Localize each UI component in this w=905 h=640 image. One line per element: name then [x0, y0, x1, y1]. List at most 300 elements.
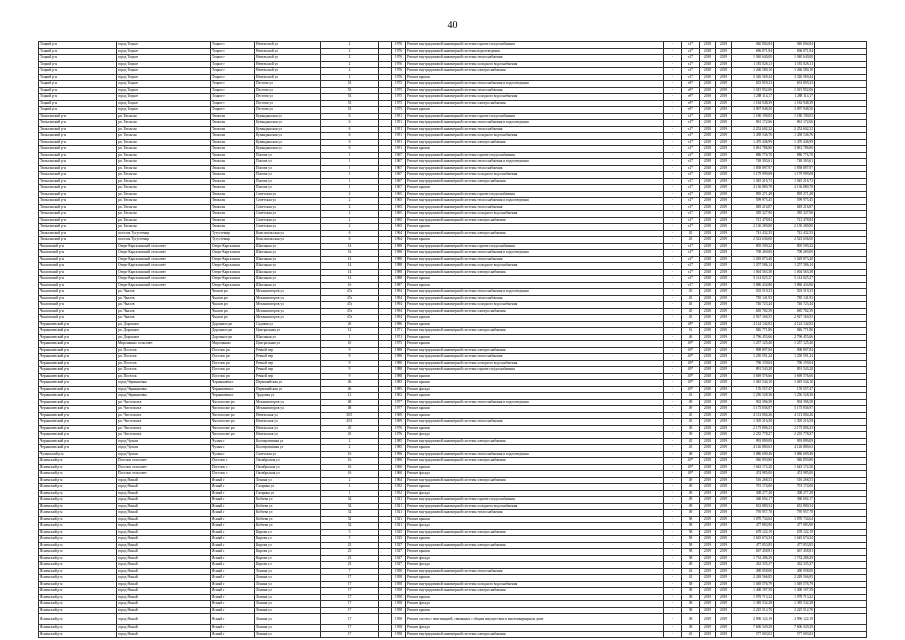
cell-unused: -	[664, 256, 682, 263]
cell-district: Ясненский р-н	[39, 625, 117, 632]
cell-locality: Тоцкое г	[211, 68, 255, 75]
cell-settlement: город Ясный	[117, 575, 211, 582]
cell-cost-total: 516 268,53	[774, 477, 815, 484]
cell-unused: -	[664, 289, 682, 296]
cell-plan-start: 2018	[700, 87, 716, 94]
cell-work-type: Ремонт крыши	[406, 341, 664, 348]
cell-street: Садовая ул	[255, 321, 321, 328]
cell-house-number: 17	[321, 588, 379, 595]
registry-body	[39, 42, 867, 638]
cell-unused: -	[664, 269, 682, 276]
cell-settlement: рп. Тюльган	[117, 159, 211, 166]
cell-locality: Чулым г	[211, 445, 255, 452]
cell-cost-total: 503 519,33	[774, 289, 815, 296]
cell-house-number: 17	[321, 607, 379, 614]
cell-plan-end: 2019	[716, 48, 732, 55]
cell-district: Тюльганский р-н	[39, 185, 117, 192]
cell-locality: Поселок рп	[211, 373, 255, 380]
cell-unused: -	[664, 510, 682, 517]
cell-work-type: Ремонт крыши	[406, 380, 664, 387]
cell-unused: -	[664, 107, 682, 114]
cell-plan-start: 2018	[700, 445, 716, 452]
cell-unused: -	[664, 464, 682, 471]
cell-unused: -	[664, 113, 682, 120]
cell-priority: 49	[682, 510, 700, 517]
cell-cost-total: 1 179 999,08	[774, 172, 815, 179]
cell-street: Невельской ул	[255, 48, 321, 55]
cell-work-type: Ремонт крыши	[406, 282, 664, 289]
cell-settlement: город Чулым	[117, 438, 211, 445]
cell-unused: -	[664, 308, 682, 315]
cell-blank	[815, 631, 867, 638]
cell-plan-start: 2018	[700, 471, 716, 478]
cell-settlement: город Чулым	[117, 451, 211, 458]
cell-street: Кирова ул	[255, 549, 321, 556]
cell-unused: -	[664, 191, 682, 198]
cell-plan-start: 2018	[700, 451, 716, 458]
cell-plan-start: 2018	[700, 347, 716, 354]
cell-district: Ясненский р-н	[39, 568, 117, 575]
cell-work-type: Ремонт фасада	[406, 601, 664, 608]
cell-built-year: 1976	[392, 68, 406, 75]
cell-plan-end: 2019	[716, 243, 732, 250]
cell-unused: -	[664, 282, 682, 289]
cell-settlement: город Тоцкое	[117, 74, 211, 81]
cell-house-number: 2	[321, 198, 379, 205]
cell-locality: Тоцкое г	[211, 100, 255, 107]
cell-district: Чернышевский р-н	[39, 367, 117, 374]
cell-priority: 45	[682, 419, 700, 426]
cell-built-year: 1971	[392, 334, 406, 341]
cell-priority: т2*	[682, 217, 700, 224]
cell-settlement: город Чернышевка	[117, 393, 211, 400]
cell-settlement: город Ясный	[117, 542, 211, 549]
cell-plan-start: 2018	[700, 61, 716, 68]
cell-built-year: 1975	[392, 94, 406, 101]
cell-cost-total: 1 049 576,79	[774, 581, 815, 588]
cell-work-type: Ремонт внутридомовой инженерной системы холодного водоснабжения	[406, 172, 664, 179]
cell-unused: -	[664, 159, 682, 166]
cell-house-number: 53	[321, 81, 379, 88]
cell-plan-start: 2018	[700, 159, 716, 166]
cell-priority: 49*	[682, 471, 700, 478]
cell-unused: -	[664, 432, 682, 439]
cell-locality: Тоцкое г	[211, 107, 255, 114]
cell-plan-end: 2019	[716, 594, 732, 601]
cell-locality: Чернышевка г	[211, 380, 255, 387]
cell-district: Ясненский р-н	[39, 581, 117, 588]
cell-district: Ясненский р-н	[39, 464, 117, 471]
cell-settlement: рп. Тюльган	[117, 191, 211, 198]
cell-locality: Поселок рп	[211, 354, 255, 361]
cell-unused: -	[664, 237, 682, 244]
cell-built-year: 1921	[392, 497, 406, 504]
cell-unused: -	[664, 625, 682, 632]
cell-priority: 38	[682, 588, 700, 595]
cell-cost-estimate: 585 327,90	[732, 211, 774, 218]
cell-district: Ясненский р-н	[39, 503, 117, 510]
cell-work-type: Ремонт крыши	[406, 74, 664, 81]
cell-house-number: 16	[321, 282, 379, 289]
cell-street: Попова ул	[255, 152, 321, 159]
cell-built-year: 1958	[392, 575, 406, 582]
cell-plan-start: 2018	[700, 295, 716, 302]
cell-work-type: Ремонт внутридомовой инженерной системы теплоснабжения	[406, 419, 664, 426]
cell-locality: Тюльган	[211, 133, 255, 140]
cell-unused: -	[664, 373, 682, 380]
cell-street: Советская ул	[255, 451, 321, 458]
cell-cost-total: 1 858 897,97	[774, 165, 815, 172]
cell-work-type: Ремонт внутридомовой инженерной системы теплоснабжения	[406, 295, 664, 302]
cell-cost-total: 908 897,84	[774, 347, 815, 354]
cell-unused: -	[664, 419, 682, 426]
cell-district: Тюльганский р-н	[39, 237, 117, 244]
cell-cost-total: 891 543,20	[774, 367, 815, 374]
cell-built-year: 1951	[392, 146, 406, 153]
cell-plan-start: 2018	[700, 211, 716, 218]
cell-work-type: Ремонт внутридомовой инженерной системы холодного водоснабжения	[406, 263, 664, 270]
cell-plan-start: 2018	[700, 419, 716, 426]
cell-cost-total: 886 776,70	[774, 152, 815, 159]
cell-unused: -	[664, 406, 682, 413]
cell-built-year: 1969	[392, 419, 406, 426]
cell-district: Тюльганский р-н	[39, 133, 117, 140]
cell-plan-start: 2018	[700, 464, 716, 471]
cell-unused: -	[664, 126, 682, 133]
cell-settlement: рп. Тюльган	[117, 113, 211, 120]
cell-street: Первомайская ул	[255, 386, 321, 393]
cell-unused: -	[664, 399, 682, 406]
cell-work-type: Ремонт внутридомовой инженерной системы электроснабжения	[406, 230, 664, 237]
cell-house-number: 32	[321, 503, 379, 510]
cell-plan-end: 2019	[716, 562, 732, 569]
cell-street: Механизаторов ул	[255, 295, 321, 302]
cell-work-type: Ремонт фасада	[406, 523, 664, 530]
cell-built-year: 1960	[392, 464, 406, 471]
cell-built-year: 1958	[392, 594, 406, 601]
cell-built-year: 1988	[392, 263, 406, 270]
cell-district: Тюльганский р-н	[39, 198, 117, 205]
cell-district: Ясненский р-н	[39, 588, 117, 595]
cell-built-year: 1976	[392, 425, 406, 432]
cell-street: Октябрьская ул	[255, 458, 321, 465]
cell-settlement: город Тоцкое	[117, 55, 211, 62]
cell-cost-estimate: 4 124 142,82	[732, 321, 774, 328]
cell-priority: т2*	[682, 256, 700, 263]
cell-cost-estimate: 1 045 544,10	[732, 380, 774, 387]
cell-plan-end: 2019	[716, 289, 732, 296]
cell-plan-start: 2018	[700, 341, 716, 348]
cell-unused: -	[664, 458, 682, 465]
cell-cost-estimate: 1 978 713,22	[732, 594, 774, 601]
cell-work-type: Ремонт крыши	[406, 575, 664, 582]
cell-cost-total: 795 957,78	[774, 510, 815, 517]
cell-street: Кооперативная ул	[255, 445, 321, 452]
cell-cost-estimate: 785 141,93	[732, 295, 774, 302]
cell-built-year: 1988	[392, 354, 406, 361]
cell-built-year: 1965	[392, 224, 406, 231]
cell-work-type: Ремонт внутридомовой инженерной системы холодного водоснабжения	[406, 302, 664, 309]
cell-cost-estimate: 1 257 586,14	[732, 263, 774, 270]
cell-house-number: 2	[321, 224, 379, 231]
cell-settlement: город Ясный	[117, 568, 211, 575]
cell-priority: т2*	[682, 146, 700, 153]
cell-plan-end: 2019	[716, 198, 732, 205]
cell-settlement: рп. Чистополье	[117, 432, 211, 439]
cell-built-year: 1958	[392, 568, 406, 575]
cell-cost-estimate: 474 985,00	[732, 471, 774, 478]
cell-settlement: город Чернышевка	[117, 386, 211, 393]
cell-plan-end: 2019	[716, 87, 732, 94]
cell-priority: 43	[682, 575, 700, 582]
cell-priority: 49	[682, 562, 700, 569]
cell-locality: Поселок рп	[211, 347, 255, 354]
cell-unused: -	[664, 94, 682, 101]
cell-plan-start: 2019	[700, 625, 716, 632]
cell-district: Чкаловский р-н	[39, 269, 117, 276]
cell-work-type: Ремонт внутридомовой инженерной системы теплоснабжения	[406, 126, 664, 133]
cell-cost-estimate: 1 181 026,11	[732, 61, 774, 68]
cell-settlement: город Ясный	[117, 529, 211, 536]
cell-priority: т2*	[682, 198, 700, 205]
cell-district: Ясненский р-н	[39, 516, 117, 523]
cell-plan-end: 2019	[716, 224, 732, 231]
cell-plan-start: 2019	[700, 477, 716, 484]
cell-district: Ясненский р-н	[39, 542, 117, 549]
cell-settlement: город Ясный	[117, 490, 211, 497]
cell-cost-estimate: 5 114 025,27	[732, 276, 774, 283]
cell-built-year: 1994	[392, 289, 406, 296]
cell-cost-total: 741 432,35	[774, 230, 815, 237]
cell-priority: 39	[682, 432, 700, 439]
cell-house-number: 2	[321, 55, 379, 62]
cell-house-number: 14	[321, 256, 379, 263]
cell-plan-start: 2019	[700, 542, 716, 549]
cell-house-number: 45	[321, 432, 379, 439]
cell-locality: Тоцкое г	[211, 61, 255, 68]
cell-work-type: Ремонт внутридомовой инженерной системы электроснабжения	[406, 477, 664, 484]
cell-street: Ленина ул	[255, 625, 321, 632]
cell-street: Советская ул	[255, 198, 321, 205]
cell-cost-estimate: 678 122,19	[732, 529, 774, 536]
cell-work-type: Ремонт внутридомовой инженерной системы горячего водоснабжения	[406, 113, 664, 120]
cell-district: Ясненский р-н	[39, 536, 117, 543]
cell-plan-start: 2018	[700, 48, 716, 55]
cell-priority: 58	[682, 516, 700, 523]
cell-locality: Ясный г	[211, 529, 255, 536]
cell-district: Чкаловский р-н	[39, 256, 117, 263]
cell-priority: 45	[682, 308, 700, 315]
cell-locality: Ясный г	[211, 484, 255, 491]
cell-plan-start: 2018	[700, 380, 716, 387]
cell-cost-total: 577 003,02	[774, 631, 815, 638]
cell-locality: Чулым г	[211, 451, 255, 458]
cell-cost-total: 4 124 142,82	[774, 321, 815, 328]
cell-unused: -	[664, 204, 682, 211]
cell-cost-total: 2 796 455,66	[774, 334, 815, 341]
cell-priority: 49*	[682, 367, 700, 374]
cell-priority: 58	[682, 555, 700, 562]
cell-work-type: Ремонт систем с вентиляцией, связанных с общим имуществом в многоквартирном доме	[406, 614, 664, 625]
cell-street: Невельская ул	[255, 412, 321, 419]
cell-settlement: рп. Тюльган	[117, 139, 211, 146]
cell-unused: -	[664, 594, 682, 601]
cell-settlement: город Ясный	[117, 510, 211, 517]
cell-cost-estimate: 3 861 786,80	[732, 146, 774, 153]
cell-work-type: Ремонт внутридомовой инженерной системы электроснабжения	[406, 529, 664, 536]
cell-built-year: 1975	[392, 341, 406, 348]
cell-priority: 49	[682, 497, 700, 504]
cell-district: Ясненский р-н	[39, 458, 117, 465]
cell-settlement: город Ясный	[117, 484, 211, 491]
cell-plan-start: 2018	[700, 334, 716, 341]
cell-district: Тоцкий р-н	[39, 94, 117, 101]
cell-settlement: город Ясный	[117, 588, 211, 595]
cell-unused: -	[664, 477, 682, 484]
cell-house-number: 1	[321, 178, 379, 185]
cell-house-number: 47а	[321, 289, 379, 296]
cell-house-number: 9	[321, 367, 379, 374]
cell-settlement: рп. Чистополье	[117, 425, 211, 432]
cell-built-year: 1967	[392, 172, 406, 179]
cell-work-type: Ремонт внутридомовой инженерной системы электроснабжения	[406, 438, 664, 445]
cell-plan-start: 2018	[700, 68, 716, 75]
cell-plan-end: 2019	[716, 295, 732, 302]
cell-plan-end: 2019	[716, 536, 732, 543]
cell-work-type: Ремонт крыши	[406, 406, 664, 413]
cell-district: Чернышевский р-н	[39, 412, 117, 419]
cell-street: Октябрьская ул	[255, 471, 321, 478]
cell-district: Чернышевский р-н	[39, 347, 117, 354]
cell-cost-estimate: 432 335,37	[732, 562, 774, 569]
cell-house-number: 9	[321, 354, 379, 361]
cell-plan-end: 2019	[716, 81, 732, 88]
cell-locality: Тугустемир	[211, 237, 255, 244]
cell-street: Ленина ул	[255, 568, 321, 575]
cell-cost-estimate: 516 268,53	[732, 477, 774, 484]
cell-plan-start: 2018	[700, 133, 716, 140]
cell-priority: т8*	[682, 81, 700, 88]
cell-built-year: 1987	[392, 282, 406, 289]
cell-house-number: 6	[321, 237, 379, 244]
cell-plan-start: 2019	[700, 607, 716, 614]
cell-settlement: Озеро-Каргалинский сельсовет	[117, 276, 211, 283]
cell-street: Комсомольская ул	[255, 230, 321, 237]
cell-built-year: 1952	[392, 484, 406, 491]
cell-cost-total: 1 870 734,64	[774, 516, 815, 523]
cell-settlement: город Ясный	[117, 516, 211, 523]
cell-built-year: 1965	[392, 211, 406, 218]
cell-settlement: Озеро-Каргалинский сельсовет	[117, 243, 211, 250]
cell-district: Чернышевский р-н	[39, 399, 117, 406]
cell-cost-total: 176 557,47	[774, 386, 815, 393]
cell-cost-total: 796 159,04	[774, 360, 815, 367]
cell-plan-end: 2019	[716, 211, 732, 218]
cell-house-number: 26	[321, 321, 379, 328]
cell-priority: т2*	[682, 191, 700, 198]
cell-plan-end: 2019	[716, 451, 732, 458]
cell-district: Чкаловский р-н	[39, 276, 117, 283]
cell-cost-total: 2 927 160,55	[774, 315, 815, 322]
cell-building	[379, 631, 392, 638]
cell-locality: Тюльган	[211, 139, 255, 146]
cell-settlement: город Ясный	[117, 581, 211, 588]
cell-work-type: Ремонт крыши	[406, 425, 664, 432]
cell-priority: т2*	[682, 178, 700, 185]
cell-cost-total: 474 985,00	[774, 471, 815, 478]
cell-cost-total: 360 692,17	[774, 497, 815, 504]
cell-cost-estimate: 1 288 114,17	[732, 94, 774, 101]
cell-street: Комсомольская ул	[255, 237, 321, 244]
cell-street: Невельской ул	[255, 61, 321, 68]
cell-cost-estimate: 503 519,33	[732, 289, 774, 296]
cell-plan-end: 2019	[716, 172, 732, 179]
cell-district: Тоцкий р-н	[39, 55, 117, 62]
cell-cost-estimate: 721 478,84	[732, 217, 774, 224]
cell-cost-total: 652 880,54	[774, 503, 815, 510]
cell-locality: Ясный г	[211, 555, 255, 562]
cell-street: Школьная ул	[255, 269, 321, 276]
cell-plan-start: 2018	[700, 107, 716, 114]
cell-locality: Дорожное рп	[211, 321, 255, 328]
cell-locality: Ясный г	[211, 562, 255, 569]
cell-built-year: 1964	[392, 230, 406, 237]
cell-cost-estimate: 1 645 674,34	[732, 536, 774, 543]
cell-work-type: Ремонт внутридомовой инженерной системы теплоснабжения	[406, 568, 664, 575]
cell-priority: 38	[682, 614, 700, 625]
cell-street: Кувандыкская ул	[255, 120, 321, 127]
cell-house-number: 16	[321, 451, 379, 458]
cell-settlement: город Тоцкое	[117, 48, 211, 55]
cell-locality: Мирошкино	[211, 341, 255, 348]
cell-locality: Тоцкое г	[211, 55, 255, 62]
cell-plan-start: 2019	[700, 601, 716, 608]
cell-settlement: город Чулым	[117, 445, 211, 452]
cell-street: Кувандыкская ул	[255, 113, 321, 120]
cell-cost-estimate: 1 400 197,58	[732, 588, 774, 595]
cell-settlement: Мирошкино сельсовет	[117, 341, 211, 348]
cell-district: Тюльганский р-н	[39, 165, 117, 172]
cell-settlement: рп. Чкалов	[117, 295, 211, 302]
cell-plan-end: 2019	[716, 360, 732, 367]
cell-priority: 49*	[682, 341, 700, 348]
cell-cost-total: 599 975,45	[774, 198, 815, 205]
cell-plan-end: 2019	[716, 625, 732, 632]
cell-plan-start: 2018	[700, 139, 716, 146]
cell-built-year: 1976	[392, 74, 406, 81]
cell-work-type: Ремонт внутридомовой инженерной системы холодного водоснабжения	[406, 211, 664, 218]
cell-district: Чулымский р-н	[39, 451, 117, 458]
cell-cost-total: 3 861 786,80	[774, 146, 815, 153]
cell-locality: Тюльган	[211, 159, 255, 166]
cell-district: Чернышевский р-н	[39, 406, 117, 413]
cell-locality: Тюльган	[211, 191, 255, 198]
cell-plan-end: 2019	[716, 276, 732, 283]
cell-plan-end: 2019	[716, 159, 732, 166]
cell-house-number: 7	[321, 568, 379, 575]
cell-plan-start: 2018	[700, 81, 716, 88]
cell-work-type: Ремонт крыши	[406, 445, 664, 452]
cell-unused: -	[664, 61, 682, 68]
cell-priority: т8*	[682, 94, 700, 101]
cell-settlement: рп. Чкалов	[117, 308, 211, 315]
cell-plan-end: 2019	[716, 601, 732, 608]
cell-built-year: 1988	[392, 243, 406, 250]
cell-plan-start: 2018	[700, 224, 716, 231]
cell-cost-estimate: 1 256 528,36	[732, 393, 774, 400]
cell-cost-estimate: 1 029 873,40	[732, 256, 774, 263]
cell-street: Гагарина ул	[255, 490, 321, 497]
